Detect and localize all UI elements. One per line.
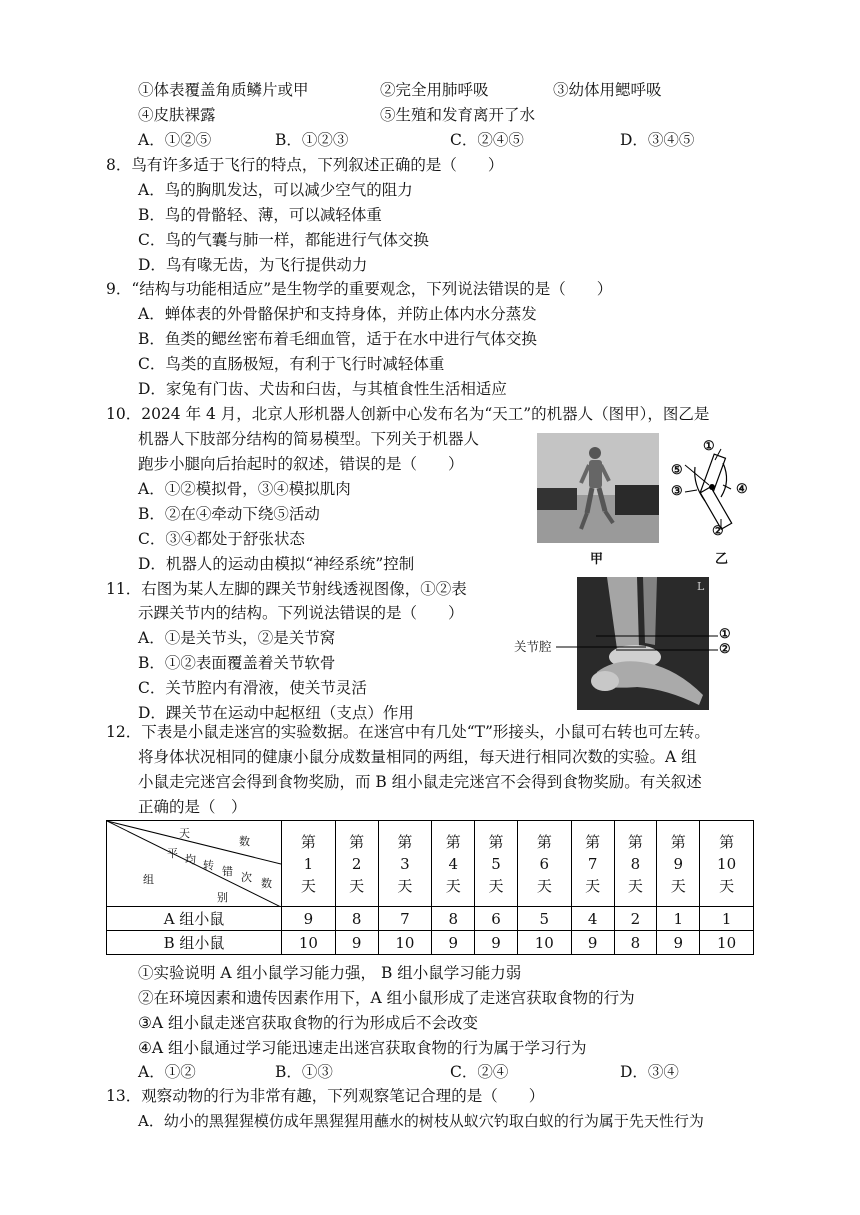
q9-choice-a: A．蝉体表的外骨骼保护和支持身体，并防止体内水分蒸发: [138, 305, 537, 323]
day-header-6: 第 6 天: [517, 821, 571, 907]
q11-choice-d: D．踝关节在运动中起枢纽（支点）作用: [138, 704, 414, 722]
caption-jia: 甲: [590, 552, 604, 567]
table-cell: 8: [335, 907, 378, 931]
q12-statement-4: ④A 组小鼠通过学习能迅速走出迷宫获取食物的行为属于学习行为: [138, 1039, 587, 1057]
q12-choice-c: C．②④: [450, 1063, 509, 1081]
table-cell: 5: [517, 907, 571, 931]
q10-stem-line3: 跑步小腿向后抬起时的叙述，错误的是（ ）: [138, 455, 464, 473]
xray-corner-mark: L: [697, 580, 705, 593]
q7-choice-c: C．②④⑤: [450, 131, 524, 149]
q11-choice-b: B．①②表面覆盖着关节软骨: [138, 654, 336, 672]
xray-leader-lines: [556, 630, 721, 660]
q12-stem-line3: 小鼠走完迷宫会得到食物奖励，而 B 组小鼠走完迷宫不会得到食物奖励。有关叙述: [138, 773, 702, 791]
q10-choice-d: D．机器人的运动由模拟“神经系统”控制: [138, 555, 415, 573]
day-header-8: 第 8 天: [614, 821, 657, 907]
q11-stem-line2: 示踝关节内的结构。下列说法错误的是（ ）: [138, 604, 464, 622]
table-row: [107, 931, 754, 955]
caption-yi: 乙: [715, 552, 729, 567]
hdr-jun: 均: [185, 853, 196, 866]
table-cell: 7: [378, 907, 432, 931]
table-cell: 9: [657, 931, 700, 955]
day-header-5: 第 5 天: [475, 821, 518, 907]
q8-choice-d: D．鸟有喙无齿，为飞行提供动力: [138, 256, 368, 274]
day-header-10: 第 10 天: [700, 821, 754, 907]
q12-choice-a: A．①②: [138, 1063, 196, 1081]
day-header-1: 第 1 天: [282, 821, 336, 907]
q10-choice-a: A．①②模拟骨，③④模拟肌肉: [138, 480, 351, 498]
hdr-shu2: 数: [261, 877, 272, 890]
table-cell: 10: [517, 931, 571, 955]
q7-choice-a: A．①②⑤: [138, 131, 212, 149]
table-cell: 2: [614, 907, 657, 931]
table-cell: 8: [614, 931, 657, 955]
q10-choice-c: C．③④都处于舒张状态: [138, 530, 305, 548]
q8-choice-a: A．鸟的胸肌发达，可以减少空气的阻力: [138, 181, 413, 199]
hdr-shu: 数: [239, 835, 250, 848]
q8-choice-c: C．鸟的气囊与肺一样，都能进行气体交换: [138, 231, 429, 249]
table-cell: 9: [282, 907, 336, 931]
label-joint-cavity: 关节腔: [514, 639, 552, 654]
xray-label-1: ①: [719, 627, 731, 642]
table-cell: 6: [475, 907, 518, 931]
row-label-b: B 组小鼠: [107, 931, 282, 955]
table-diagonal-header: [107, 821, 282, 907]
q13-stem: 13．观察动物的行为非常有趣，下列观察笔记合理的是（ ）: [106, 1087, 545, 1105]
q7-statement-4: ④皮肤裸露: [138, 106, 216, 124]
row-label-a: A 组小鼠: [107, 907, 282, 931]
maze-data-table: [106, 820, 754, 955]
day-header-4: 第 4 天: [432, 821, 475, 907]
q12-statement-2: ②在环境因素和遗传因素作用下，A 组小鼠形成了走迷宫获取食物的行为: [138, 989, 635, 1007]
q7-statement-3: ③幼体用鳃呼吸: [553, 81, 662, 99]
day-header-7: 第 7 天: [571, 821, 614, 907]
label-1: ①: [703, 439, 715, 454]
hdr-zu: 组: [143, 873, 154, 886]
hdr-tian: 天: [179, 827, 190, 840]
xray-label-2: ②: [719, 642, 731, 657]
table-cell: 10: [700, 931, 754, 955]
q7-statement-1: ①体表覆盖角质鳞片或甲: [138, 81, 309, 99]
hdr-ping: 平: [167, 847, 178, 860]
q12-stem-line2: 将身体状况相同的健康小鼠分成数量相同的两组，每天进行相同次数的实验。A 组: [138, 748, 697, 766]
label-4: ④: [736, 482, 748, 497]
q12-choice-b: B．①③: [275, 1063, 333, 1081]
table-cell: 10: [282, 931, 336, 955]
q10-choice-b: B．②在④牵动下绕⑤活动: [138, 505, 320, 523]
hdr-bie: 别: [217, 891, 228, 904]
table-cell: 10: [378, 931, 432, 955]
table-cell: 1: [657, 907, 700, 931]
table-cell: 4: [571, 907, 614, 931]
table-cell: 9: [432, 931, 475, 955]
day-header-9: 第 9 天: [657, 821, 700, 907]
q9-choice-c: C．鸟类的直肠极短，有利于飞行时减轻体重: [138, 355, 445, 373]
q8-stem: 8．鸟有许多适于飞行的特点，下列叙述正确的是（ ）: [106, 156, 504, 174]
q12-statement-1: ①实验说明 A 组小鼠学习能力强， B 组小鼠学习能力弱: [138, 964, 522, 982]
table-row: [107, 907, 754, 931]
table-cell: 9: [335, 931, 378, 955]
table-cell: 1: [700, 907, 754, 931]
hdr-zhuan: 转: [203, 859, 214, 872]
q9-choice-b: B．鱼类的鳃丝密布着毛细血管，适于在水中进行气体交换: [138, 330, 537, 348]
q10-stem-line2: 机器人下肢部分结构的简易模型。下列关于机器人: [138, 430, 480, 448]
q9-stem: 9．“结构与功能相适应”是生物学的重要观念，下列说法错误的是（ ）: [106, 280, 613, 298]
table-cell: 8: [432, 907, 475, 931]
label-2: ②: [712, 524, 724, 539]
q7-choice-d: D．③④⑤: [620, 131, 695, 149]
table-cell: 9: [571, 931, 614, 955]
day-header-2: 第 2 天: [335, 821, 378, 907]
q9-choice-d: D．家兔有门齿、犬齿和臼齿，与其植食性生活相适应: [138, 380, 507, 398]
label-5: ⑤: [671, 463, 683, 478]
q12-stem-line1: 12．下表是小鼠走迷宫的实验数据。在迷宫中有几处“T”形接头，小鼠可右转也可左转。: [106, 723, 710, 741]
q10-stem-line1: 10．2024 年 4 月，北京人形机器人创新中心发布名为“天工”的机器人（图甲），图乙是: [106, 405, 710, 423]
hdr-ci: 次: [241, 871, 252, 884]
robot-photo: [537, 433, 659, 543]
q8-choice-b: B．鸟的骨骼轻、薄，可以减轻体重: [138, 206, 382, 224]
table-cell: 9: [475, 931, 518, 955]
q7-statement-2: ②完全用肺呼吸: [380, 81, 489, 99]
label-3: ③: [671, 484, 683, 499]
day-header-3: 第 3 天: [378, 821, 432, 907]
q11-choice-a: A．①是关节头，②是关节窝: [138, 629, 336, 647]
q7-statement-5: ⑤生殖和发育离开了水: [380, 106, 536, 124]
q12-statement-3: ③A 组小鼠走迷宫获取食物的行为形成后不会改变: [138, 1014, 479, 1032]
q12-choice-d: D．③④: [620, 1063, 679, 1081]
q12-stem-line4: 正确的是（ ）: [138, 798, 247, 816]
q7-choice-b: B．①②③: [275, 131, 349, 149]
q11-choice-c: C．关节腔内有滑液，使关节灵活: [138, 679, 367, 697]
q11-stem-line1: 11．右图为某人左脚的踝关节射线透视图像，①②表: [106, 580, 467, 598]
hdr-cuo: 错: [222, 865, 233, 878]
q13-choice-a: A．幼小的黑猩猩模仿成年黑猩猩用蘸水的树枝从蚁穴钓取白蚁的行为属于先天性行为: [138, 1112, 704, 1130]
